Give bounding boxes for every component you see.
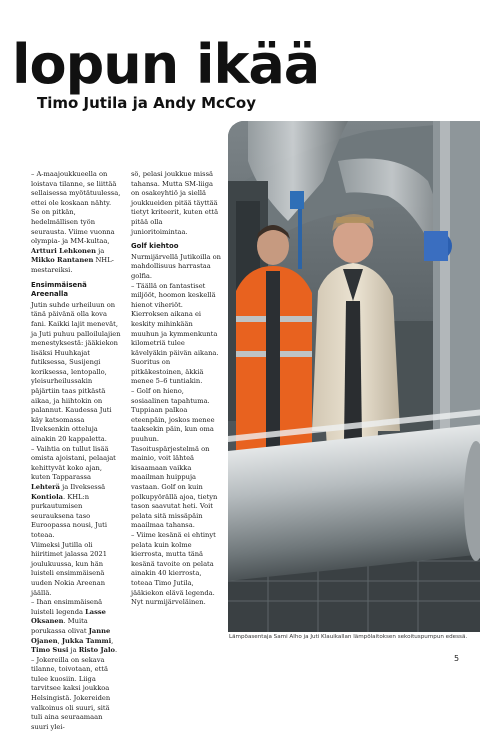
paragraph: – Ihan ensimmäisenä luisteli legenda Lasse Oksanen. Muita porukassa olivat Janne Ojanen, Jukka Tammi, Timo Susi ja Risto Jalo. (31, 598, 118, 655)
subheading: Golf kiehtoo (131, 242, 179, 251)
paragraph: – Vaihtia on tullut lisää omista ajoistani, pelaajat kehittyvät koko ajan, kuten Tapparassa Lehterä ja Ilveksessä Kontiola. KHL:n purkautumisen seurauksena taso Euroopassa nousi, Juti toteaa. (31, 444, 116, 539)
paragraph: Nurmijärvellä Jutikoilla on mahdollisuus harrastaa golfia. (131, 252, 221, 280)
photo-caption: Lämpöasentaja Sami Alho ja Juti Klauikallan lämpölaitoksen sekoituspumpun edessä. (229, 634, 468, 640)
paragraph: – A-maajoukkueella on loistava tilanne, se liittää sellaisessa myötätuulessa, ettei ole koskaan nähty. Se on pitkän, hedelmällisen työn seurausta. Viime vuonna olympia- ja MM-kultaa, Artturi Lehkonen ja Mikko Rantanen NHL-mestareiksi. (31, 170, 121, 274)
paragraph: – Golf on hieno, sosiaalinen tapahtuma. Tuppiaan palkoa eteenpäin, joskos menee taaksekin päin, kun oma puuhun. Tasoituspärjestelmä on mainio, voit lähteä kisaamaan vaikka maailman huippuja vastaan. Golf on kuin polkupyörällä ajoa, tietyn tason saavutat heti. Voit pelata sitä missäpäin maailmaa tahansa. (131, 387, 218, 530)
text-column-1 (31, 170, 121, 732)
article-title: lopun ikää (12, 33, 320, 96)
article-photo (228, 121, 480, 632)
paragraph: Jutin suhde urheiluun on tänä päivänä olla kova fani. Kaikki lajit menevät, ja Juti puhuu palloilulajien menestyksestä: jääkiekon lisäksi Huuhkajat futiksessa, Susijengi koriksessa, lentopallo, yleisurheilussakin päjärtiin taas pitkästä aikaa, ja hiihtokin on palannut. Kaudessa Juti käy katsomassa Ilveksenkin otteluja ainakin 20 kappaletta. (31, 300, 121, 444)
paragraph: Viimeksi Jutilla oli hiiritimet jalassa 2021 joulukuussa, kun hän luisteli ensimmäisenä uuden Nokia Areenan jäällä. (31, 540, 108, 597)
page-number: 5 (454, 654, 460, 663)
article-byline: Timo Jutila ja Andy McCoy (37, 94, 257, 112)
paragraph: sö, pelasi joukkue missä tahansa. Mutta SM-liiga on osakeyhtiö ja siellä joukkueiden pitää täyttää tietyt kriteerit, kuten että pitää olla junioritoimintaa. (131, 170, 219, 236)
subheading: Ensimmäisenä Areenalla (31, 280, 87, 299)
paragraph: – Jokereilla on sekava tilanne, toivotaan, että tulee kuosiin. Liiga tarvitsee kaksi joukkoa Helsingistä. Jokereiden valkoinus oli suuri, sitä tuli aina seuraamaan suuri ylei- (31, 655, 111, 731)
text-column-2 (131, 170, 221, 608)
boiler-room-scene (228, 121, 480, 632)
paragraph: – Viime kesänä ei ehtinyt pelata kuin kolme kierrosta, mutta tänä kesänä tavoite on pelata ainakin 40 kierrosta, toteaa Timo Jutila, jääkiekon elävä legenda. Nyt nurmijärveläinen. (131, 530, 216, 607)
paragraph: – Täällä on fantastiset miljööt, hoomon keskellä hienot viheriöt. Kierroksen aikana ei keskity mihinkään muuhun ja kymmenkunta kilometriä tulee kävelyäkin päivän aikana. Suoritus on pitkäkestoinen, äkkiä menee 5–6 tuntiakin. (131, 281, 219, 386)
